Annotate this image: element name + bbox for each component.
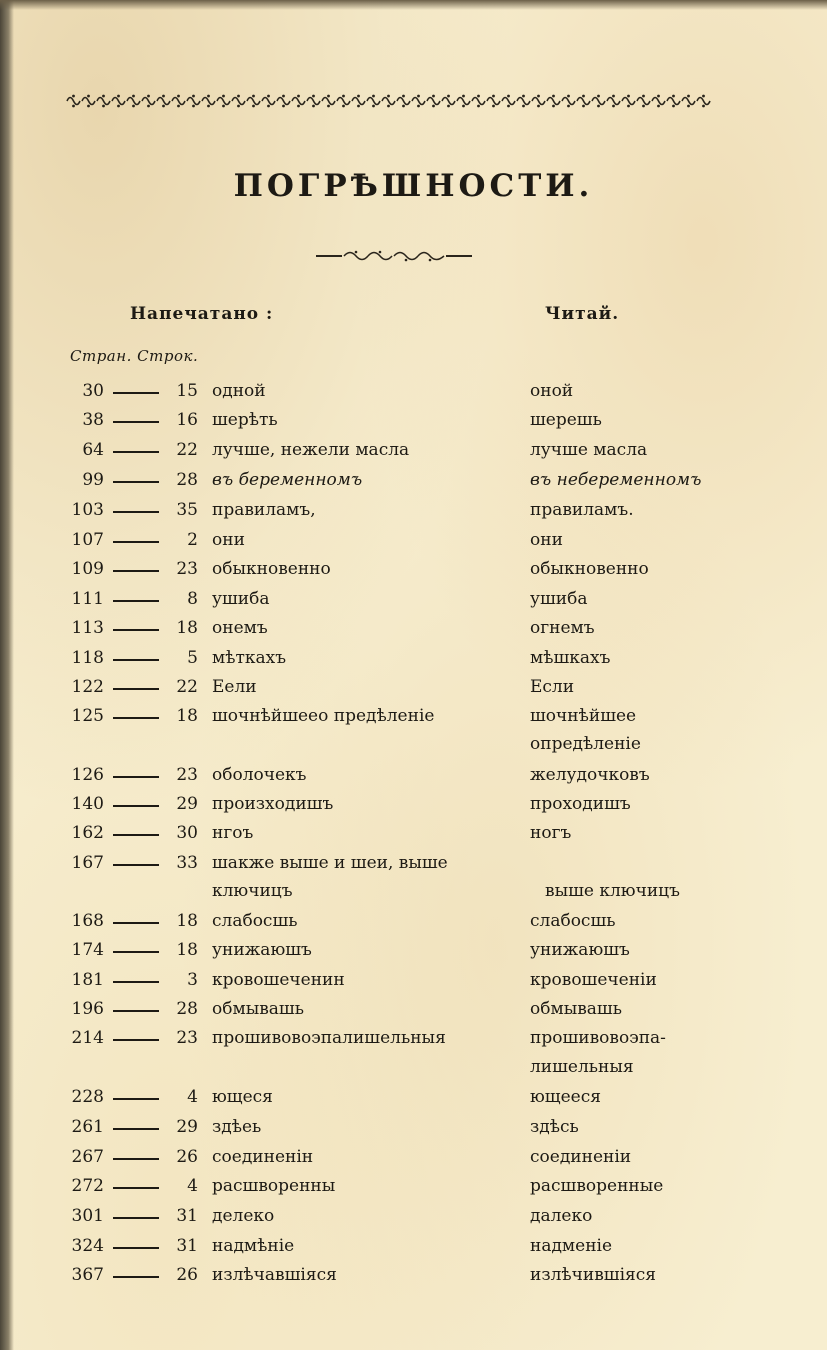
corrected-text: огнемъ	[530, 618, 595, 638]
errata-row	[0, 530, 827, 558]
errata-row	[0, 1147, 827, 1175]
line-number: 26	[176, 1265, 198, 1285]
errata-row	[0, 589, 827, 617]
corrected-text: соединеніи	[530, 1147, 632, 1167]
errata-row	[0, 410, 827, 438]
page-number: 99	[82, 470, 104, 490]
printed-text: унижаюшъ	[212, 940, 312, 960]
errata-row	[0, 1265, 827, 1293]
page-number: 38	[82, 410, 104, 430]
printed-text: они	[212, 530, 245, 550]
printed-text: онемъ	[212, 618, 268, 638]
errata-row	[0, 999, 827, 1027]
corrected-text: кровошеченіи	[530, 970, 657, 990]
page-number: 267	[71, 1147, 104, 1167]
page-number: 162	[71, 823, 104, 843]
title-divider-ornament	[316, 249, 472, 263]
separator-dash	[113, 1217, 159, 1219]
separator-dash	[113, 776, 159, 778]
page-number: 214	[71, 1028, 104, 1048]
page-number: 122	[71, 677, 104, 697]
separator-dash	[113, 1039, 159, 1041]
corrected-text: они	[530, 530, 563, 550]
errata-row	[0, 823, 827, 851]
separator-dash	[113, 805, 159, 807]
corrected-text: обмывашь	[530, 999, 622, 1019]
line-number: 4	[187, 1087, 198, 1107]
line-number: 23	[176, 559, 198, 579]
separator-dash	[113, 688, 159, 690]
corrected-text: далеко	[530, 1206, 593, 1226]
corrected-text: мѣшкахъ	[530, 648, 611, 668]
corrected-text: лучше масла	[530, 440, 648, 460]
printed-text: обмывашь	[212, 999, 304, 1019]
separator-dash	[113, 1247, 159, 1249]
separator-dash	[113, 1276, 159, 1278]
corrected-text: оной	[530, 381, 574, 401]
line-number: 28	[176, 999, 198, 1019]
printed-text: шочнѣйшеео предѣленіе	[212, 706, 435, 726]
page-number: 126	[71, 765, 104, 785]
corrected-text: правиламъ.	[530, 500, 634, 520]
corrected-text: выше ключицъ	[545, 881, 680, 901]
printed-text: кровошеченин	[212, 970, 345, 990]
errata-row	[0, 1028, 827, 1056]
line-number: 18	[176, 618, 198, 638]
page-number: 168	[71, 911, 104, 931]
line-number: 5	[187, 648, 198, 668]
printed-text: оболочекъ	[212, 765, 307, 785]
line-number: 18	[176, 940, 198, 960]
line-number: 30	[176, 823, 198, 843]
errata-row	[0, 1057, 827, 1085]
separator-dash	[113, 541, 159, 543]
page-number: 367	[71, 1265, 104, 1285]
page-number: 167	[71, 853, 104, 873]
line-number: 31	[176, 1236, 198, 1256]
separator-dash	[113, 659, 159, 661]
line-number: 22	[176, 440, 198, 460]
page-title: ПОГРѢШНОСТИ.	[233, 168, 594, 204]
separator-dash	[113, 629, 159, 631]
line-number: 18	[176, 911, 198, 931]
page-number: 140	[71, 794, 104, 814]
errata-row	[0, 970, 827, 998]
line-number: 3	[187, 970, 198, 990]
corrected-text: ногъ	[530, 823, 572, 843]
corrected-text: надменіе	[530, 1236, 613, 1256]
separator-dash	[113, 1187, 159, 1189]
corrected-text: проходишъ	[530, 794, 631, 814]
line-number: 16	[176, 410, 198, 430]
column-header-printed: Напечатано :	[130, 304, 274, 324]
printed-text: надмѣніе	[212, 1236, 295, 1256]
separator-dash	[113, 922, 159, 924]
errata-row	[0, 853, 827, 881]
line-number: 33	[176, 853, 198, 873]
line-number: 2	[187, 530, 198, 550]
page-number: 111	[71, 589, 104, 609]
printed-text: соединенін	[212, 1147, 314, 1167]
printed-text: Еели	[212, 677, 257, 697]
printed-text: одной	[212, 381, 266, 401]
separator-dash	[113, 981, 159, 983]
printed-text: шерѣть	[212, 410, 278, 430]
separator-dash	[113, 392, 159, 394]
page-number: 181	[71, 970, 104, 990]
line-number: 23	[176, 765, 198, 785]
printed-text: расшворенны	[212, 1176, 336, 1196]
corrected-text: обыкновенно	[530, 559, 649, 579]
page-number: 107	[71, 530, 104, 550]
separator-dash	[113, 1010, 159, 1012]
separator-dash	[113, 451, 159, 453]
page-top-edge	[0, 0, 827, 10]
printed-text: произходишъ	[212, 794, 334, 814]
errata-row	[0, 940, 827, 968]
errata-row	[0, 765, 827, 793]
line-number: 23	[176, 1028, 198, 1048]
printed-text: мѣткахъ	[212, 648, 287, 668]
printed-text: прошивовоэпалишельныя	[212, 1028, 446, 1048]
page-number: 196	[71, 999, 104, 1019]
printed-text: лучше, нежели масла	[212, 440, 410, 460]
page-number: 118	[71, 648, 104, 668]
printed-text: шакже выше и шеи, выше	[212, 853, 448, 873]
page-number: 174	[71, 940, 104, 960]
column-subheader-page-line: Стран. Строк.	[70, 347, 199, 365]
page-number: 125	[71, 706, 104, 726]
corrected-text: ушиба	[530, 589, 588, 609]
separator-dash	[113, 600, 159, 602]
printed-text: нгоъ	[212, 823, 254, 843]
separator-dash	[113, 717, 159, 719]
line-number: 31	[176, 1206, 198, 1226]
errata-row	[0, 734, 827, 762]
errata-row	[0, 500, 827, 528]
errata-row	[0, 706, 827, 734]
errata-row	[0, 470, 827, 498]
line-number: 35	[176, 500, 198, 520]
separator-dash	[113, 834, 159, 836]
corrected-text: унижаюшъ	[530, 940, 630, 960]
printed-text: здѣеь	[212, 1117, 262, 1137]
line-number: 22	[176, 677, 198, 697]
errata-row	[0, 1176, 827, 1204]
corrected-text: желудочковъ	[530, 765, 650, 785]
printed-text: правиламъ,	[212, 500, 316, 520]
errata-row	[0, 1206, 827, 1234]
errata-row	[0, 440, 827, 468]
printed-text: въ беременномъ	[212, 470, 363, 490]
corrected-text: ющееся	[530, 1087, 601, 1107]
separator-dash	[113, 1098, 159, 1100]
page-number: 324	[71, 1236, 104, 1256]
line-number: 26	[176, 1147, 198, 1167]
printed-text: ушиба	[212, 589, 270, 609]
page-number: 103	[71, 500, 104, 520]
separator-dash	[113, 570, 159, 572]
corrected-text: слабосшь	[530, 911, 616, 931]
errata-row	[0, 1236, 827, 1264]
page-number: 30	[82, 381, 104, 401]
line-number: 18	[176, 706, 198, 726]
line-number: 15	[176, 381, 198, 401]
separator-dash	[113, 1128, 159, 1130]
page-number: 113	[71, 618, 104, 638]
printed-text: ющеся	[212, 1087, 273, 1107]
printed-text: слабосшь	[212, 911, 298, 931]
corrected-text: прошивовоэпа-	[530, 1028, 666, 1048]
corrected-text: опредѣленіе	[530, 734, 641, 754]
page-number: 272	[71, 1176, 104, 1196]
separator-dash	[113, 421, 159, 423]
page-number: 301	[71, 1206, 104, 1226]
page-number: 64	[82, 440, 104, 460]
errata-row	[0, 648, 827, 676]
column-header-read: Читай.	[545, 304, 620, 324]
corrected-text: Если	[530, 677, 575, 697]
separator-dash	[113, 951, 159, 953]
errata-row	[0, 677, 827, 705]
line-number: 29	[176, 1117, 198, 1137]
corrected-text: шочнѣйшее	[530, 706, 637, 726]
corrected-text: здѣсь	[530, 1117, 579, 1137]
corrected-text: лишельныя	[530, 1057, 634, 1077]
printed-text: делеко	[212, 1206, 275, 1226]
page-number: 109	[71, 559, 104, 579]
separator-dash	[113, 481, 159, 483]
page-number: 228	[71, 1087, 104, 1107]
printed-text: излѣчавшіяся	[212, 1265, 337, 1285]
line-number: 29	[176, 794, 198, 814]
separator-dash	[113, 864, 159, 866]
errata-row	[0, 618, 827, 646]
errata-row	[0, 794, 827, 822]
top-ornament-band	[66, 92, 711, 110]
errata-row	[0, 911, 827, 939]
errata-row	[0, 881, 827, 909]
separator-dash	[113, 511, 159, 513]
corrected-text: расшворенные	[530, 1176, 664, 1196]
line-number: 28	[176, 470, 198, 490]
corrected-text: излѣчившіяся	[530, 1265, 657, 1285]
line-number: 8	[187, 589, 198, 609]
errata-row	[0, 559, 827, 587]
separator-dash	[113, 1158, 159, 1160]
line-number: 4	[187, 1176, 198, 1196]
printed-text: обыкновенно	[212, 559, 331, 579]
errata-row	[0, 1087, 827, 1115]
corrected-text: въ небеременномъ	[530, 470, 702, 490]
printed-text: ключицъ	[212, 881, 293, 901]
errata-row	[0, 1117, 827, 1145]
page-number: 261	[71, 1117, 104, 1137]
corrected-text: шерешь	[530, 410, 602, 430]
errata-row	[0, 381, 827, 409]
